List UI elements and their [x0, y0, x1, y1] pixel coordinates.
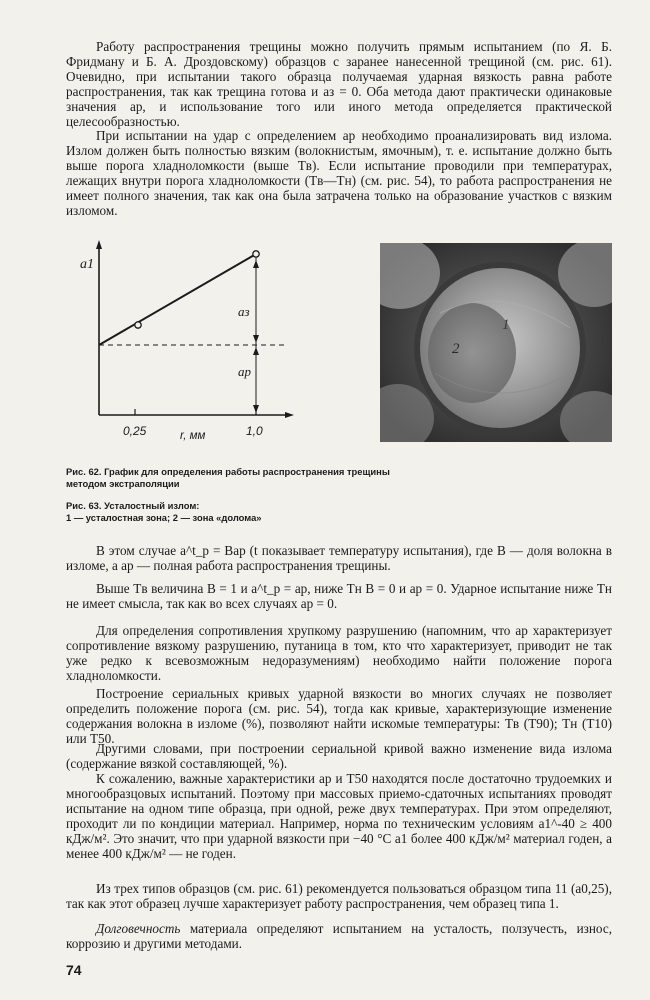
dim-arrow-mid-down	[253, 347, 259, 355]
y-axis-arrow	[96, 240, 102, 249]
photo-label-2: 2	[452, 341, 460, 357]
page-number: 74	[66, 962, 82, 978]
paragraph-6: Построение сериальных кривых ударной вязкости во многих случаях не позволяет определить положение порога (см. рис. 54), тогда как кривые, характеризующие изменение содержания волокна в изломе (%), позволяют найти искомые температуры: Tв (T90); Tн (T10) или T50.	[66, 686, 612, 746]
dim-arrow-mid-up	[253, 335, 259, 343]
tick-label-025: 0,25	[123, 424, 147, 438]
figure-62-caption	[66, 466, 612, 489]
dim-arrow-top	[253, 260, 259, 268]
dim-arrow-bottom	[253, 405, 259, 413]
paragraph-10-text: материала определяют испытанием на усталость, ползучесть, износ, коррозию и другими методами.	[66, 921, 613, 951]
label-ap: aр	[238, 364, 251, 379]
paragraph-1: Работу распространения трещины можно получить прямым испытанием (по Я. Б. Фридману и Б. А. Дроздовскому) образцов с заранее нанесенной трещиной (см. рис. 61). Очевидно, при испытании такого образца получаемая ударная вязкость равна работе распространения, так как трещина готова и aз = 0. Оба метода дают практически одинаковые значения aр, и использование того или иного метода определяется практической целесообразностью.	[66, 39, 612, 129]
data-point-10	[253, 251, 259, 257]
figure-63-photo	[380, 243, 612, 442]
term-durability: Долговечность	[96, 921, 181, 936]
photo-label-1: 1	[502, 317, 510, 333]
paragraph-9: Из трех типов образцов (см. рис. 61) рекомендуется пользоваться образцом типа 11 (a0,25), так как этот образец лучше характеризует работу распространения, чем образец типа 1.	[66, 881, 612, 911]
paragraph-5: Для определения сопротивления хрупкому разрушению (напомним, что aр характеризует сопротивление вязкому разрушению, путаница в том, кто что характеризует, приводит не так уже редко к всевозможным недоразумениям) необходимо найти положение порога хладноломкости.	[66, 623, 612, 683]
fracture-illustration	[380, 243, 612, 442]
y-axis-label: a1	[80, 257, 94, 272]
paragraph-7: Другими словами, при построении сериальной кривой важно изменение вида излома (содержание вязкой составляющей, %).	[66, 741, 612, 771]
figure-63-caption	[66, 500, 612, 523]
x-axis-arrow	[285, 412, 294, 418]
paragraph-10	[66, 921, 612, 951]
paragraph-8: К сожалению, важные характеристики aр и T50 находятся после достаточно трудоемких и многообразцовых испытаний. Поэтому при массовых приемо-сдаточных испытаниях проводят испытание на одном типе образца, при одной, реже двух температурах. При этом определяют, проходит ли по кондиции материал. Например, норма по техническим условиям a1^-40 ≥ 400 кДж/м². Это значит, что при ударной вязкости при −40 °C a1 более 400 кДж/м² материал годен, а менее 400 кДж/м² — не годен.	[66, 771, 612, 861]
label-az: aз	[238, 304, 250, 319]
data-point-025	[135, 322, 141, 328]
paragraph-3: В этом случае a^t_р = Baр (t показывает температуру испытания), где B — доля волокна в изломе, а aр — полная работа распространения трещины.	[66, 543, 612, 573]
figure-63-caption-line-2: 1 — усталостная зона; 2 — зона «долома»	[66, 511, 262, 523]
x-axis-label: r, мм	[180, 430, 206, 442]
extrapolation-line	[99, 254, 256, 345]
figure-62-caption-line-2: методом экстраполяции	[66, 477, 180, 489]
tick-label-10: 1,0	[246, 424, 263, 438]
paragraph-2: При испытании на удар с определением aр необходимо проанализировать вид излома. Излом должен быть полностью вязким (волокнистым, ямочным), т. е. испытание должно быть выше порога хладноломкости (выше Tв). Если испытание проводили при температурах, лежащих внутри порога хладноломкости (Tв—Tн) (см. рис. 54), то работа распространения не имеет полного значения, так как она была затрачена только на образование участков с вязким изломом.	[66, 128, 612, 218]
paragraph-4: Выше Tв величина B = 1 и a^t_р = aр, ниже Tн B = 0 и aр = 0. Ударное испытание ниже Tн не имеет смысла, так как во всех случаях aр = 0.	[66, 581, 612, 611]
figure-62-caption-line-1: Рис. 62. График для определения работы распространения трещины	[66, 466, 390, 477]
figure-63-caption-line-1: Рис. 63. Усталостный излом:	[66, 500, 200, 511]
figure-62-graph	[66, 238, 306, 460]
